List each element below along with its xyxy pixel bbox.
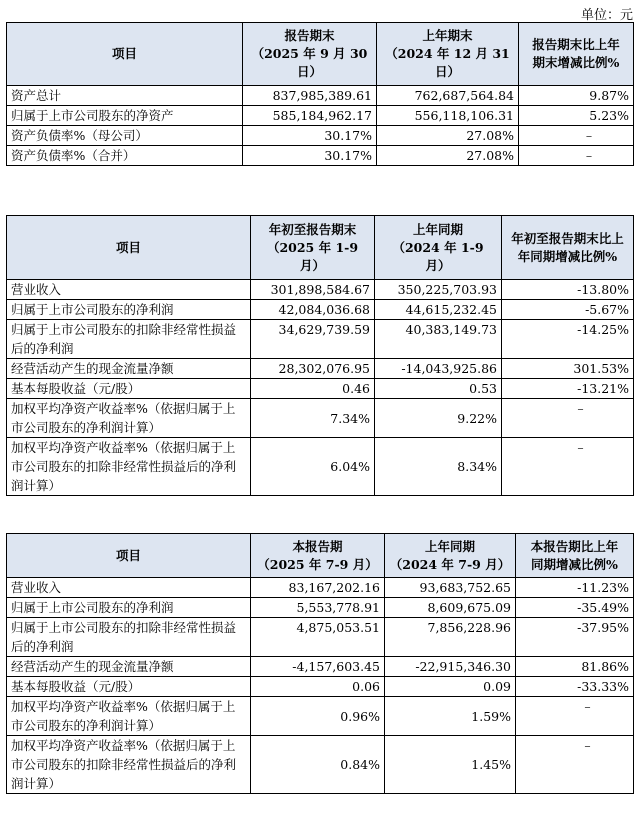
table-row bbox=[7, 126, 634, 146]
cell-change: 81.86% bbox=[516, 657, 634, 677]
header-item: 项目 bbox=[7, 23, 243, 86]
cell-change: -13.21% bbox=[502, 379, 634, 399]
row-label: 营业收入 bbox=[7, 280, 251, 300]
row-label: 归属于上市公司股东的扣除非经常性损益后的净利润 bbox=[7, 320, 251, 359]
table-row bbox=[7, 399, 634, 438]
row-label: 加权平均净资产收益率%（依据归属于上市公司股东的扣除非经常性损益后的净利润计算） bbox=[7, 438, 251, 496]
table-header-row bbox=[7, 216, 634, 280]
row-label: 加权平均净资产收益率%（依据归属于上市公司股东的净利润计算） bbox=[7, 399, 251, 438]
cell-change: 9.87% bbox=[519, 86, 634, 106]
header-prior-period: 上年同期 （2024 年 7-9 月） bbox=[385, 534, 516, 578]
cell-change: -14.25% bbox=[502, 320, 634, 359]
table-row bbox=[7, 379, 634, 399]
quarter-table bbox=[6, 533, 634, 794]
cell-current: 5,553,778.91 bbox=[251, 598, 385, 618]
table-row bbox=[7, 300, 634, 320]
cell-current: 83,167,202.16 bbox=[251, 578, 385, 598]
header-quarter: 本报告期 （2025 年 7-9 月） bbox=[251, 534, 385, 578]
cell-change: -35.49% bbox=[516, 598, 634, 618]
table-row bbox=[7, 320, 634, 359]
cell-current: 28,302,076.95 bbox=[251, 359, 375, 379]
cell-prior: 8.34% bbox=[375, 438, 502, 496]
cell-prior: 0.53 bbox=[375, 379, 502, 399]
cell-prior: 7,856,228.96 bbox=[385, 618, 516, 657]
table-row bbox=[7, 618, 634, 657]
cell-change: 301.53% bbox=[502, 359, 634, 379]
cell-current: 0.46 bbox=[251, 379, 375, 399]
cell-prior: 1.59% bbox=[385, 697, 516, 736]
cell-change: -37.95% bbox=[516, 618, 634, 657]
row-label: 经营活动产生的现金流量净额 bbox=[7, 359, 251, 379]
table-row bbox=[7, 677, 634, 697]
row-label: 资产总计 bbox=[7, 86, 243, 106]
cell-current: 30.17% bbox=[243, 126, 377, 146]
cell-prior: 762,687,564.84 bbox=[377, 86, 519, 106]
table-row bbox=[7, 280, 634, 300]
cell-prior: 27.08% bbox=[377, 146, 519, 166]
cell-current: 4,875,053.51 bbox=[251, 618, 385, 657]
balance-table bbox=[6, 22, 634, 166]
cell-current: 0.84% bbox=[251, 736, 385, 794]
table-row bbox=[7, 578, 634, 598]
cell-change: -33.33% bbox=[516, 677, 634, 697]
row-label: 基本每股收益（元/股） bbox=[7, 677, 251, 697]
table-header-row bbox=[7, 534, 634, 578]
row-label: 加权平均净资产收益率%（依据归属于上市公司股东的扣除非经常性损益后的净利润计算） bbox=[7, 736, 251, 794]
cell-prior: 8,609,675.09 bbox=[385, 598, 516, 618]
header-change-pct: 本报告期比上年 同期增减比例% bbox=[516, 534, 634, 578]
cell-change: – bbox=[502, 438, 634, 496]
header-change-pct: 年初至报告期末比上 年同期增减比例% bbox=[502, 216, 634, 280]
row-label: 资产负债率%（母公司） bbox=[7, 126, 243, 146]
cell-current: 34,629,739.59 bbox=[251, 320, 375, 359]
cell-current: 6.04% bbox=[251, 438, 375, 496]
cell-change: – bbox=[502, 399, 634, 438]
cell-current: 42,084,036.68 bbox=[251, 300, 375, 320]
row-label: 归属于上市公司股东的净资产 bbox=[7, 106, 243, 126]
cell-prior: 1.45% bbox=[385, 736, 516, 794]
header-ytd: 年初至报告期末 （2025 年 1-9 月） bbox=[251, 216, 375, 280]
table-row bbox=[7, 106, 634, 126]
cell-current: 301,898,584.67 bbox=[251, 280, 375, 300]
row-label: 加权平均净资产收益率%（依据归属于上市公司股东的净利润计算） bbox=[7, 697, 251, 736]
header-item: 项目 bbox=[7, 534, 251, 578]
table-header-row bbox=[7, 23, 634, 86]
cell-current: 7.34% bbox=[251, 399, 375, 438]
cell-current: 0.96% bbox=[251, 697, 385, 736]
row-label: 归属于上市公司股东的扣除非经常性损益后的净利润 bbox=[7, 618, 251, 657]
cell-current: -4,157,603.45 bbox=[251, 657, 385, 677]
cell-change: 5.23% bbox=[519, 106, 634, 126]
cell-prior: 40,383,149.73 bbox=[375, 320, 502, 359]
cell-change: -11.23% bbox=[516, 578, 634, 598]
cell-current: 0.06 bbox=[251, 677, 385, 697]
header-prior-year-end: 上年期末 （2024 年 12 月 31 日） bbox=[377, 23, 519, 86]
cell-change: – bbox=[516, 697, 634, 736]
row-label: 基本每股收益（元/股） bbox=[7, 379, 251, 399]
row-label: 营业收入 bbox=[7, 578, 251, 598]
cell-change: -5.67% bbox=[502, 300, 634, 320]
cell-change: -13.80% bbox=[502, 280, 634, 300]
cell-prior: 93,683,752.65 bbox=[385, 578, 516, 598]
table-row bbox=[7, 657, 634, 677]
cell-prior: -14,043,925.86 bbox=[375, 359, 502, 379]
cell-change: – bbox=[519, 146, 634, 166]
cell-change: – bbox=[519, 126, 634, 146]
header-change-pct: 报告期末比上年 期末增减比例% bbox=[519, 23, 634, 86]
table-row bbox=[7, 438, 634, 496]
cell-prior: 9.22% bbox=[375, 399, 502, 438]
cell-current: 30.17% bbox=[243, 146, 377, 166]
cell-current: 585,184,962.17 bbox=[243, 106, 377, 126]
row-label: 归属于上市公司股东的净利润 bbox=[7, 300, 251, 320]
table-row bbox=[7, 598, 634, 618]
row-label: 归属于上市公司股东的净利润 bbox=[7, 598, 251, 618]
cell-prior: 44,615,232.45 bbox=[375, 300, 502, 320]
ytd-table bbox=[6, 215, 634, 496]
cell-prior: 0.09 bbox=[385, 677, 516, 697]
header-item: 项目 bbox=[7, 216, 251, 280]
cell-current: 837,985,389.61 bbox=[243, 86, 377, 106]
table-row bbox=[7, 86, 634, 106]
cell-prior: 556,118,106.31 bbox=[377, 106, 519, 126]
header-period-end: 报告期末 （2025 年 9 月 30 日） bbox=[243, 23, 377, 86]
table-row bbox=[7, 146, 634, 166]
table-row bbox=[7, 736, 634, 794]
header-prior-period: 上年同期 （2024 年 1-9 月） bbox=[375, 216, 502, 280]
cell-prior: -22,915,346.30 bbox=[385, 657, 516, 677]
unit-label: 单位：元 bbox=[580, 8, 633, 23]
row-label: 经营活动产生的现金流量净额 bbox=[7, 657, 251, 677]
table-row bbox=[7, 359, 634, 379]
table-row bbox=[7, 697, 634, 736]
cell-change: – bbox=[516, 736, 634, 794]
cell-prior: 27.08% bbox=[377, 126, 519, 146]
row-label: 资产负债率%（合并） bbox=[7, 146, 243, 166]
cell-prior: 350,225,703.93 bbox=[375, 280, 502, 300]
